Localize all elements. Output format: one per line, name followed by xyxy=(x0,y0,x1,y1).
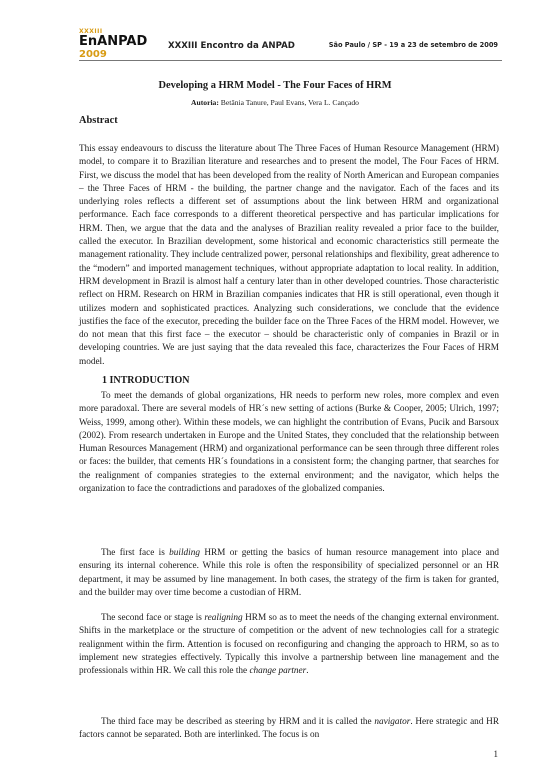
intro-paragraph-3 xyxy=(79,612,499,678)
abstract-heading: Abstract xyxy=(79,115,118,126)
event-name: XXXIII Encontro da ANPAD xyxy=(168,41,295,51)
event-location-dates: São Paulo / SP - 19 a 23 de setembro de 2009 xyxy=(328,41,498,49)
authors-label: Autoria: xyxy=(191,98,219,107)
logo-year: 2009 xyxy=(79,49,107,60)
p2-emphasis: building xyxy=(169,548,200,558)
enanpad-logo xyxy=(79,28,149,60)
authors-names: Betânia Tanure, Paul Evans, Vera L. Cançado xyxy=(220,98,359,107)
p4-emphasis: navigator xyxy=(374,717,411,727)
header-rule xyxy=(79,60,502,61)
abstract-text: This essay endeavours to discuss the literature about The Three Faces of Human Resource Management (HRM) model, to compare it to Brazilian literature and researches and to present the model, The Four Faces of HRM. First, we discuss the model that has been developed from the reality of North American and European companies – the Three Faces of HRM - the building, the partner change and the navigator. Each of the faces and its underlying roles reflects a different set of assumptions about the link between HRM and organizational performance. Each face corresponds to a different theoretical perspective and has particular implications for HRM. Then, we argue that the data and the analyses of Brazilian reality revealed a prior face to the builder, called the executor. In Brazilian development, some historical and economic characteristics still permeate the management rationality. They include centralized power, personal relationships and flexibility, great adherence to the “modern” and imported management techniques, without appropriate adaptation to local reality. In addition, HRM development in Brazil is almost half a century later than in other developed countries. Those characteristic reflect on HRM. Research on HRM in Brazilian companies indicates that HR is still operational, even though it utilizes modern and sophisticated practices. Analyzing such considerations, we conclude that the evidence justifies the face of the executor, preceding the builder face on the Three Faces of the HRM model. However, we do not mean that this first face – the executor – should be characteristic only of companies in Brazil or in developing countries. We are just saying that the data revealed this face, characterizes the Four Faces of HRM model. xyxy=(79,144,499,367)
p2-text-b: HRM or getting the basics of human resource management into place and ensuring its internal coherence. While this role is often the responsibility of specialized personnel or an HR department, it may be assumed by line management. In both cases, the strategy of the firm is taken for granted, and the builder may over time become a custodian of HRM. xyxy=(79,548,499,598)
logo-name: EnANPAD xyxy=(79,34,148,49)
introduction-heading: 1 INTRODUCTION xyxy=(102,375,190,386)
intro-paragraph-4 xyxy=(79,716,499,743)
p2-text-a: The first face is xyxy=(101,548,170,558)
p3-text-a: The second face or stage is xyxy=(101,613,205,623)
logo-edition: XXXIII xyxy=(79,28,103,35)
p3-emphasis-2: change partner xyxy=(249,666,307,677)
p3-emphasis: realigning xyxy=(204,613,243,623)
p4-text-a: The third face may be described as steering by HRM and it is called the xyxy=(101,717,375,727)
page-number: 1 xyxy=(493,749,498,759)
p4-text-b: . Here strategic and HR factors cannot be separated. Both are interlinked. The focus is on xyxy=(79,717,499,741)
intro-paragraph-1: To meet the demands of global organizations, HR needs to perform new roles, more complex and even more paradoxal. There are several models of HR´s new setting of actions (Burke & Cooper, 2005; Ulrich, 1997; Weiss, 1999, among other). Within these models, we can highlight the contribution of Evans, Pucik and Barsoux (2002). From research undertaken in Europe and the United States, they concluded that the relationship between Human Resources Management (HRM) and organizational performance can be seen through three different roles or faces: the builder, that cements HR´s foundations in a consistent form; the changing partner, that searches for the realignment of companies strategies to the external environment; and the navigator, which helps the organization to face the contradictions and paradoxes of the globalized companies. xyxy=(79,391,499,495)
intro-paragraph-2 xyxy=(79,547,499,600)
paper-authors xyxy=(0,98,550,107)
p3-text-c: . xyxy=(306,666,309,677)
p3-text-b: HRM so as to meet the needs of the changing external environment. Shifts in the marketplace or the structure of competition or the advent of new technologies call for a strategic realignment within the firm. Attention is focused on reconfiguring and changing the approach to HRM, so as to implement new strategies effectively. Typically this involve a partnership between line management and the professionals within HR. We call this role the xyxy=(79,613,499,677)
paper-title: Developing a HRM Model - The Four Faces of HRM xyxy=(158,80,392,91)
